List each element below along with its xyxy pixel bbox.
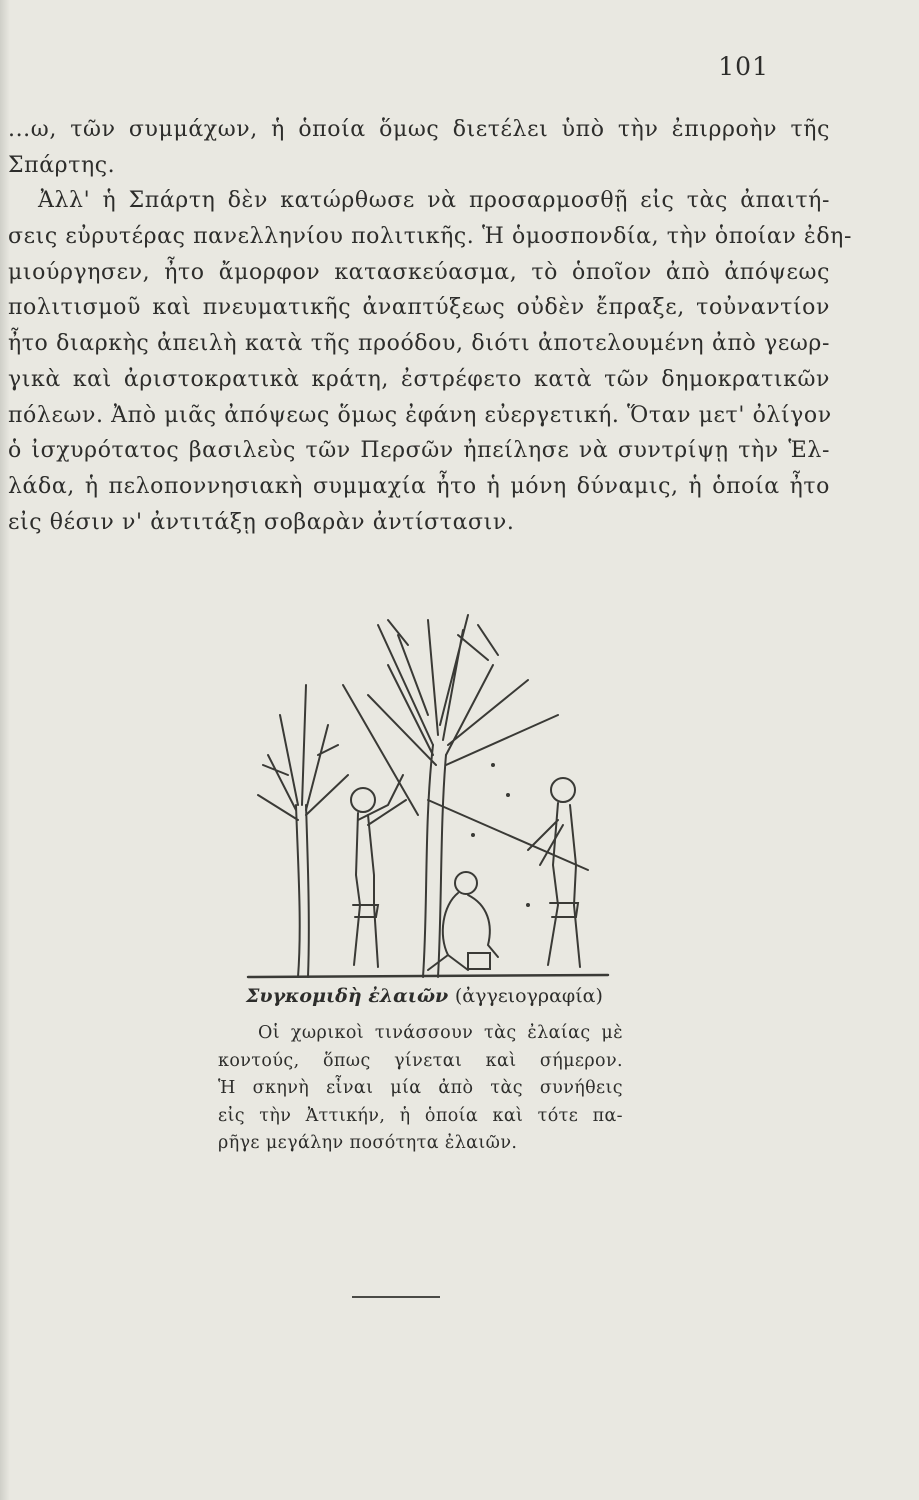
figure-caption-title xyxy=(246,985,626,1007)
ground-line xyxy=(248,975,608,977)
olive-harvest-illustration xyxy=(228,605,618,985)
body-line: πολιτισμοῦ καὶ πνευματικῆς ἀναπτύξεως οὐδὲν ἔπραξε, τοὐναντίον xyxy=(8,295,830,321)
falling-olives xyxy=(471,763,530,907)
figure-caption-body xyxy=(218,1020,623,1158)
right-figure xyxy=(528,778,580,967)
left-tree xyxy=(258,685,348,977)
body-line: σεις εὐρυτέρας πανελληνίου πολιτικῆς. Ἡ ὁμοσπονδία, τὴν ὁποίαν ἐδη- xyxy=(8,224,852,250)
body-line: γικὰ καὶ ἀριστοκρατικὰ κράτη, ἐστρέφετο κατὰ τῶν δημοκρατικῶν xyxy=(8,366,830,392)
body-line: εἰς θέσιν ν' ἀντιτάξῃ σοβαρὰν ἀντίστασιν. xyxy=(8,509,515,535)
left-figure xyxy=(351,775,406,967)
body-paragraph xyxy=(8,112,852,540)
body-line: Σπάρτης. xyxy=(8,152,116,178)
body-line: πόλεων. Ἀπὸ μιᾶς ἀπόψεως ὅμως ἐφάνη εὐεργετική. Ὅταν μετ' ὀλίγον xyxy=(8,402,832,428)
page-number: 101 xyxy=(718,52,769,81)
caption-line: εἰς τὴν Ἀττικήν, ἡ ὁποία καὶ τότε πα- xyxy=(218,1105,623,1126)
caption-line: Ἡ σκηνὴ εἶναι μία ἀπὸ τὰς συνήθεις xyxy=(218,1078,623,1098)
caption-line: κοντούς, ὅπως γίνεται καὶ σήμερον. xyxy=(218,1050,623,1071)
right-pole xyxy=(428,800,588,870)
caption-line: Οἱ χωρικοὶ τινάσσουν τὰς ἐλαίας μὲ xyxy=(258,1023,623,1043)
central-tree xyxy=(368,615,558,977)
body-line: Ἀλλ' ἡ Σπάρτη δὲν κατώρθωσε νὰ προσαρμοσθῇ εἰς τὰς ἀπαιτή- xyxy=(38,188,830,214)
body-line: ὁ ἰσχυρότατος βασιλεὺς τῶν Περσῶν ἠπείλησε νὰ συντρίψῃ τὴν Ἑλ- xyxy=(8,438,830,464)
body-line: ἦτο διαρκὴς ἀπειλὴ κατὰ τῆς προόδου, διότι ἀποτελουμένη ἀπὸ γεωρ- xyxy=(8,331,830,357)
body-line: μιούργησεν, ἦτο ἄμορφον κατασκεύασμα, τὸ ὁποῖον ἀπὸ ἀπόψεως xyxy=(8,259,830,285)
caption-title-main: Συγκομιδὴ ἐλαιῶν xyxy=(246,985,449,1007)
body-line: ...ω, τῶν συμμάχων, ἡ ὁποία ὅμως διετέλει ὑπὸ τὴν ἐπιρροὴν τῆς xyxy=(8,117,830,142)
body-line: λάδα, ἡ πελοποννησιακὴ συμμαχία ἦτο ἡ μόνη δύναμις, ἡ ὁποία ἦτο xyxy=(8,473,830,499)
end-rule-divider xyxy=(352,1296,440,1298)
caption-title-paren: (ἀγγειογραφία) xyxy=(454,985,603,1007)
caption-line: ρῆγε μεγάλην ποσότητα ἐλαιῶν. xyxy=(218,1133,518,1153)
